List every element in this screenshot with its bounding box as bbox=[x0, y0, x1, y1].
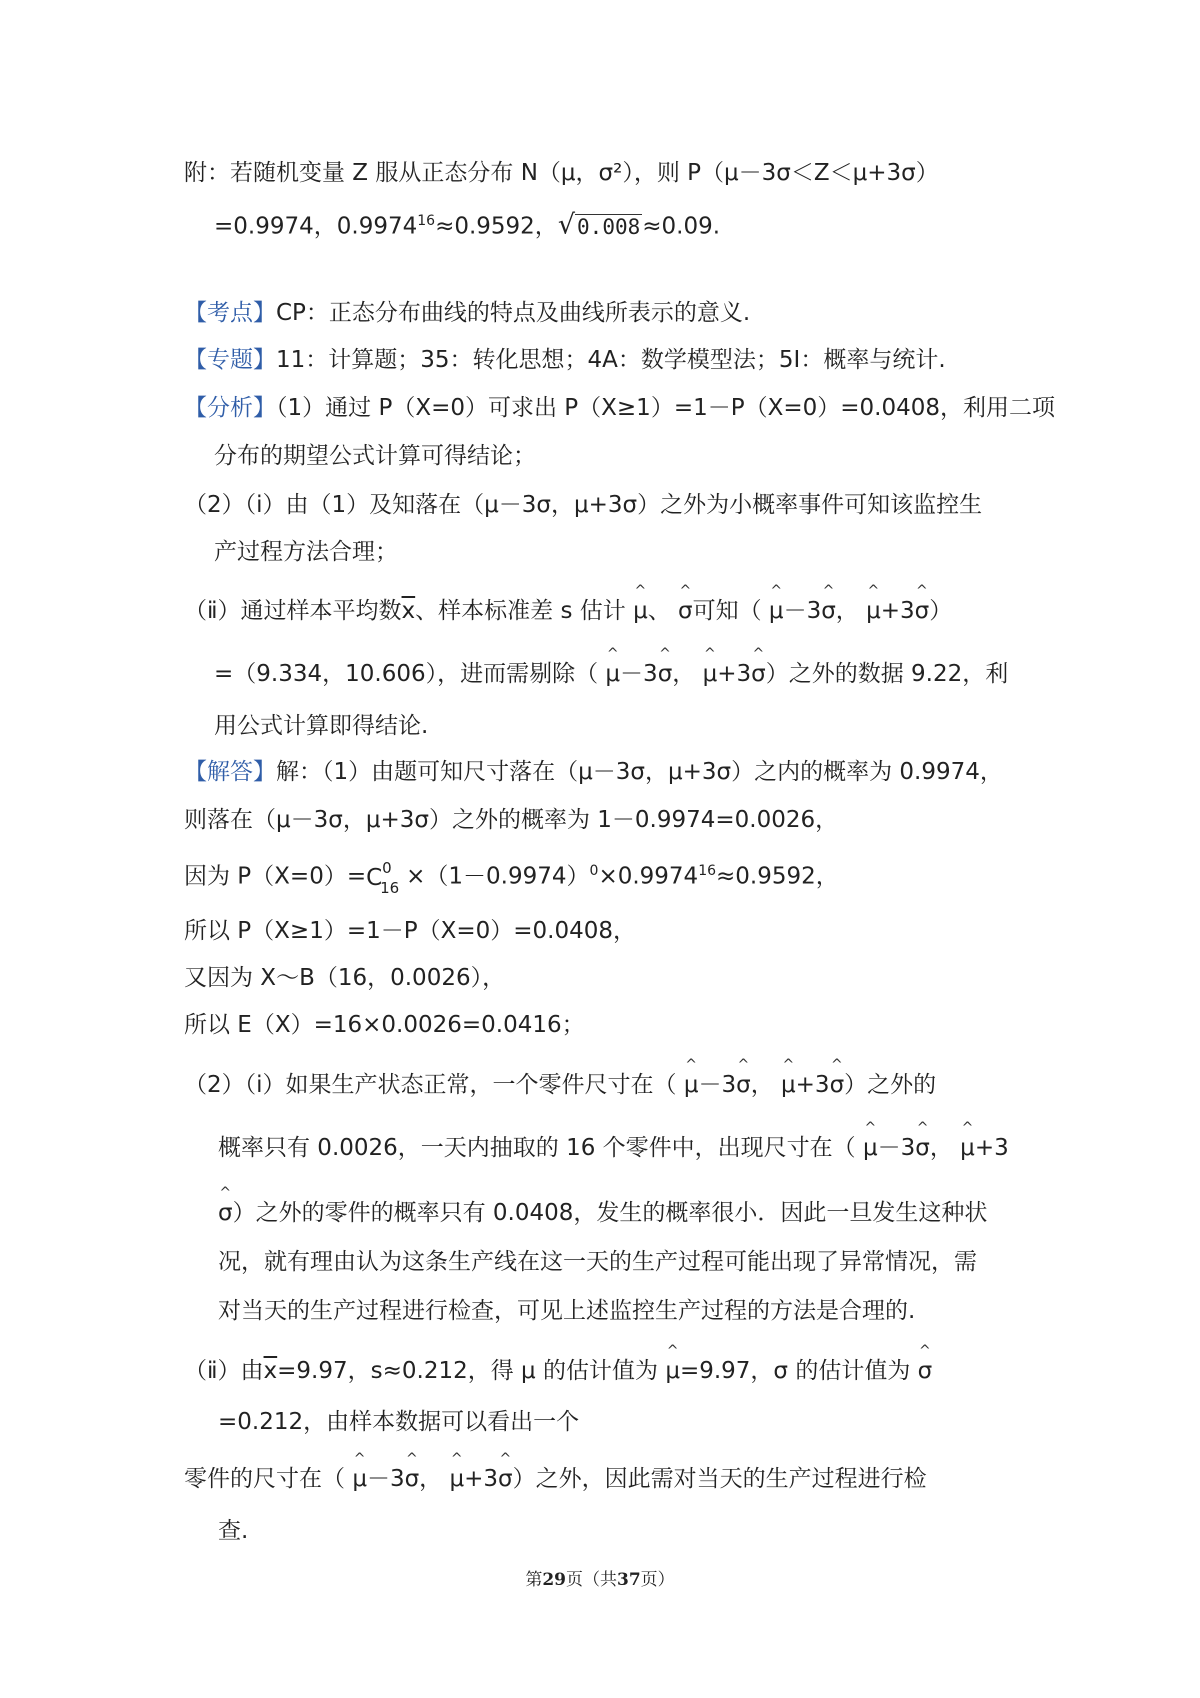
jieda-text: ）之外，因此需对当天的生产过程进行检 bbox=[512, 1466, 927, 1492]
minus3: －3 bbox=[698, 1072, 737, 1098]
mu-hat: ^ μ bbox=[352, 1463, 367, 1495]
jieda-line-11: 对当天的生产过程进行检查，可见上述监控生产过程的方法是合理的. bbox=[218, 1298, 916, 1324]
punct: ， bbox=[750, 1072, 774, 1098]
mu-hat: ^ μ bbox=[781, 1069, 796, 1101]
fenxi-line-3: （2）（ⅰ）由（1）及知落在（μ－3σ，μ+3σ）之外为小概率事件可知该监控生 bbox=[184, 492, 983, 518]
sigma-hat: ^ σ bbox=[821, 595, 836, 627]
jieda-text: ）之外的 bbox=[844, 1072, 937, 1098]
zhuanti-label: 【专题】 bbox=[184, 347, 276, 373]
appendix-text: ≈0.9592， bbox=[435, 213, 558, 240]
sigma-hat: ^ σ bbox=[736, 1069, 751, 1101]
jieda-line-3 bbox=[184, 855, 839, 897]
sigma-hat: ^ σ bbox=[218, 1197, 233, 1229]
sigma-hat: ^ σ bbox=[678, 595, 693, 627]
minus3: －3 bbox=[620, 661, 658, 687]
plus3: +3 bbox=[880, 598, 915, 624]
binomial-coefficient bbox=[366, 858, 406, 897]
punct: ， bbox=[672, 661, 696, 687]
jieda-text: 因为 P（X=0）= bbox=[184, 863, 367, 890]
jieda-label: 【解答】 bbox=[184, 759, 276, 785]
jieda-text: =9.97，σ 的估计值为 bbox=[679, 1358, 911, 1384]
jieda-text: =9.97，s≈0.212，得 μ 的估计值为 bbox=[277, 1358, 658, 1384]
jieda-line-8 bbox=[218, 1132, 1009, 1164]
jieda-line-10: 况，就有理由认为这条生产线在这一天的生产过程可能出现了异常情况，需 bbox=[218, 1249, 977, 1275]
superscript: 0 bbox=[589, 863, 599, 879]
total-pages: 37 bbox=[617, 1570, 641, 1590]
binom-bottom: 16 bbox=[380, 878, 400, 897]
mu-hat: ^ μ bbox=[866, 595, 881, 627]
jieda-text: ≈0.9592， bbox=[716, 863, 839, 890]
superscript: 16 bbox=[698, 863, 717, 879]
page-number: 29 bbox=[542, 1570, 566, 1590]
sqrt-value: 0.008 bbox=[577, 214, 641, 239]
jieda-text: （ⅱ）由 bbox=[184, 1358, 264, 1384]
sigma-hat: ^ σ bbox=[915, 1132, 930, 1164]
appendix-line-1: 附：若随机变量 Z 服从正态分布 N（μ，σ²），则 P（μ－3σ＜Z＜μ+3σ） bbox=[184, 160, 939, 186]
sigma-hat: ^ σ bbox=[915, 595, 930, 627]
jieda-row bbox=[184, 756, 1003, 788]
plus3: +3 bbox=[464, 1466, 499, 1492]
footer-text: 页（共 bbox=[566, 1570, 617, 1590]
jieda-text: 解：（1）由题可知尺寸落在（μ－3σ，μ+3σ）之内的概率为 0.9974， bbox=[276, 759, 1003, 785]
binom-top: 0 bbox=[382, 858, 392, 877]
jieda-line-7 bbox=[184, 1069, 936, 1101]
fenxi-text: 、样本标准差 s 估计 bbox=[415, 598, 626, 624]
sqrt-icon: √ bbox=[557, 209, 576, 241]
jieda-text: （2）（ⅰ）如果生产状态正常，一个零件尺寸在（ bbox=[184, 1072, 677, 1098]
fenxi-text: 可知（ bbox=[692, 598, 762, 624]
appendix-line-2 bbox=[214, 205, 720, 243]
sigma-hat: ^ σ bbox=[751, 658, 766, 690]
footer-text: 第 bbox=[525, 1570, 543, 1590]
minus3: －3 bbox=[783, 598, 822, 624]
jieda-text: 概率只有 0.0026，一天内抽取的 16 个零件中，出现尺寸在（ bbox=[218, 1135, 856, 1161]
zhuanti-text: 11：计算题；35：转化思想；4A：数学模型法；5I：概率与统计. bbox=[276, 347, 946, 373]
jieda-text: ×0.9974 bbox=[598, 863, 699, 890]
sigma-hat: ^ σ bbox=[658, 658, 673, 690]
fenxi-line-5 bbox=[184, 595, 952, 627]
page-footer bbox=[0, 1565, 1200, 1590]
jieda-text: 零件的尺寸在（ bbox=[184, 1466, 345, 1492]
fenxi-text: （ⅱ）通过样本平均数 bbox=[184, 598, 402, 624]
fenxi-text: （1）通过 P（X=0）可求出 P（X≥1）=1－P（X=0）=0.0408，利用二项 bbox=[276, 395, 1056, 421]
minus3: －3 bbox=[877, 1135, 916, 1161]
kaodian-row bbox=[184, 297, 750, 329]
appendix-text: =0.9974，0.9974 bbox=[214, 213, 418, 240]
binom-c: C bbox=[366, 864, 383, 891]
jieda-text: ）之外的零件的概率只有 0.0408，发生的概率很小．因此一旦发生这种状 bbox=[232, 1200, 988, 1226]
punct: ， bbox=[419, 1466, 443, 1492]
jieda-line-15: 查. bbox=[218, 1518, 249, 1544]
kaodian-label: 【考点】 bbox=[184, 300, 276, 326]
jieda-line-6: 所以 E（X）=16×0.0026=0.0416； bbox=[184, 1012, 585, 1038]
punct: 、 bbox=[647, 598, 671, 624]
jieda-line-14 bbox=[184, 1463, 927, 1495]
fenxi-text: ）之外的数据 9.22，利 bbox=[765, 661, 1009, 687]
mu-hat: ^ μ bbox=[605, 658, 620, 690]
jieda-text: ×（1－0.9974） bbox=[406, 863, 590, 890]
sigma-hat: ^ σ bbox=[918, 1355, 933, 1387]
x-bar: $\overline{x}$ bbox=[263, 1358, 278, 1384]
plus3: +3 bbox=[974, 1135, 1009, 1161]
punct: ， bbox=[929, 1135, 953, 1161]
jieda-line-4: 所以 P（X≥1）=1－P（X=0）=0.0408， bbox=[184, 918, 637, 944]
mu-hat: ^ μ bbox=[449, 1463, 464, 1495]
fenxi-line-7: 用公式计算即得结论. bbox=[214, 713, 429, 739]
plus3: +3 bbox=[717, 661, 752, 687]
fenxi-line-6 bbox=[214, 658, 1008, 690]
jieda-line-2: 则落在（μ－3σ，μ+3σ）之外的概率为 1－0.9974=0.0026， bbox=[184, 807, 839, 833]
mu-hat: ^ μ bbox=[684, 1069, 699, 1101]
footer-text: 页） bbox=[640, 1570, 675, 1590]
mu-hat: ^ μ bbox=[703, 658, 718, 690]
fenxi-text: =（9.334，10.606），进而需剔除（ bbox=[214, 661, 599, 687]
fenxi-text: ） bbox=[929, 598, 953, 624]
mu-hat: ^ μ bbox=[863, 1132, 878, 1164]
mu-hat: ^ μ bbox=[769, 595, 784, 627]
jieda-line-5: 又因为 X～B（16，0.0026）， bbox=[184, 965, 506, 991]
jieda-line-9 bbox=[218, 1197, 987, 1229]
fenxi-line-2: 分布的期望公式计算可得结论； bbox=[214, 443, 536, 469]
appendix-text: ≈0.09. bbox=[642, 213, 721, 240]
superscript: 16 bbox=[417, 213, 436, 229]
minus3: －3 bbox=[366, 1466, 405, 1492]
kaodian-text: CP：正态分布曲线的特点及曲线所表示的意义. bbox=[276, 300, 751, 326]
sigma-hat: ^ σ bbox=[498, 1463, 513, 1495]
jieda-line-12 bbox=[184, 1355, 932, 1387]
fenxi-row bbox=[184, 392, 1055, 424]
mu-hat: ^ μ bbox=[665, 1355, 680, 1387]
fenxi-line-4: 产过程方法合理； bbox=[214, 539, 398, 565]
punct: ， bbox=[835, 598, 859, 624]
jieda-line-13: =0.212，由样本数据可以看出一个 bbox=[218, 1409, 580, 1435]
sigma-hat: ^ σ bbox=[830, 1069, 845, 1101]
zhuanti-row bbox=[184, 344, 946, 376]
plus3: +3 bbox=[795, 1072, 830, 1098]
mu-hat: ^ μ bbox=[633, 595, 648, 627]
x-bar: $\overline{x}$ bbox=[401, 598, 416, 624]
mu-hat: ^ μ bbox=[960, 1132, 975, 1164]
fenxi-label: 【分析】 bbox=[184, 395, 276, 421]
sigma-hat: ^ σ bbox=[405, 1463, 420, 1495]
